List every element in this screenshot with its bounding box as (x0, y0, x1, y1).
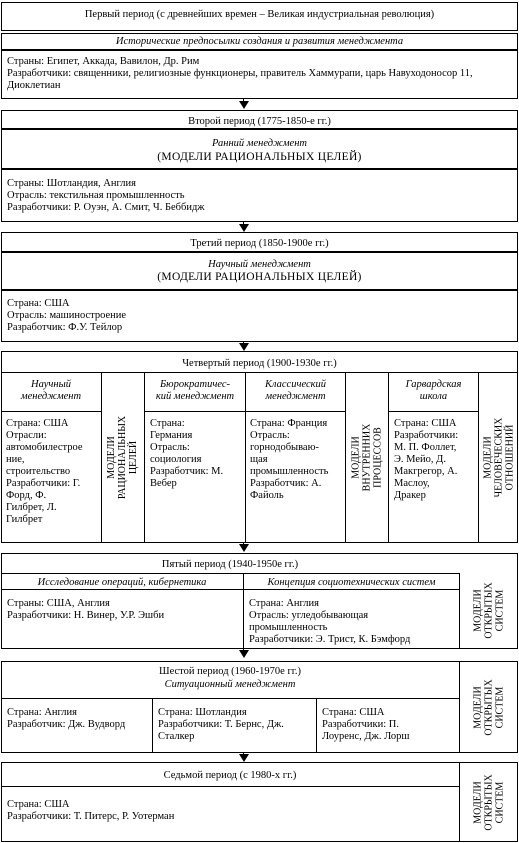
period5-right-body: Страна: Англия Отрасль: угледобывающая промышленность Разработчики: Э. Трист, К. Бэмфорд (249, 598, 411, 645)
period4-col4-head: Гарвардская школа (405, 379, 462, 402)
arrow-1 (239, 101, 249, 109)
period5-left-body: Страны: США, Англия Разработчики: Н. Винер, У.Р. Эшби (7, 598, 165, 621)
period2-title: Второй период (1775-1850-е гг.) (188, 116, 331, 127)
period4-col2-body: Страна: Германия Отрасль: социология Разработчик: М. Вебер (150, 418, 224, 489)
period4-v1: МОДЕЛИ РАЦИОНАЛЬНЫХ ЦЕЛЕЙ (106, 415, 140, 500)
period2-model: (МОДЕЛИ РАЦИОНАЛЬНЫХ ЦЕЛЕЙ) (157, 151, 362, 163)
arrow-6 (239, 754, 249, 762)
arrow-4 (239, 544, 249, 552)
arrow-3 (239, 343, 249, 351)
period1-title: Первый период (с древнейших времен – Великая индустриальная революция) (84, 9, 435, 20)
period6-col2: Страна: Шотландия Разработчики: Т. Бернс, Дж. Сталкер (158, 707, 284, 742)
period1-subtitle: Исторические предпосылки создания и развития менеджмента (115, 36, 404, 47)
period1-body: Страны: Египет, Аккада, Вавилон, Др. Рим Разработчики: священники, религиозные функционеры, правитель Хаммурапи, царь Навуходоносор 11, Диоклетиан (7, 56, 473, 91)
period7-title: Седьмой период (с 1980-х гг.) (163, 770, 297, 781)
period6-v: МОДЕЛИ ОТКРЫТЫХ СИСТЕМ (472, 678, 506, 736)
period3-title: Третий период (1850-1900е гг.) (190, 238, 329, 249)
period5-title: Пятый период (1940-1950е гг.) (161, 559, 299, 570)
period4-title: Четвертый период (1900-1930е гг.) (182, 358, 337, 369)
period4-col3-body: Страна: Франция Отрасль: горнодобываю- щая промышленность Разработчик: А. Файоль (250, 418, 329, 501)
period4-col3-head: Классический менеджмент (264, 379, 327, 402)
period5-v: МОДЕЛИ ОТКРЫТЫХ СИСТЕМ (472, 582, 506, 639)
period7-v: МОДЕЛИ ОТКРЫТЫХ СИСТЕМ (472, 773, 506, 831)
period3-subtitle: Научный менеджмент (208, 259, 311, 270)
period6-subtitle: Ситуационный менеджмент (164, 679, 296, 690)
period4-v3: МОДЕЛИ ЧЕЛОВЕЧЕСКИХ ОТНОШЕНИЙ (482, 417, 515, 498)
period4-col1-head: Научный менеджмент (20, 379, 82, 402)
period6-title: Шестой период (1960-1970е гг.) (158, 666, 301, 677)
period6-col3: Страна: США Разработчики: П. Лоуренс, Дж. Лорш (322, 707, 410, 742)
period4-col2-head: Бюрократичес- кий менеджмент (155, 379, 235, 402)
period5-left-head: Исследование операций, кибернетика (37, 577, 207, 588)
period4-v2: МОДЕЛИ ВНУТРЕННИХ ПРОЦЕССОВ (350, 423, 384, 492)
period7-body: Страна: США Разработчики: Т. Питерс, Р. Уотерман (7, 799, 175, 822)
period3-body: Страна: США Отрасль: машиностроение Разработчик: Ф.У. Тейлор (7, 298, 127, 333)
period5-right-head: Концепция социотехнических систем (267, 577, 436, 588)
period4-col1-body: Страна: США Отрасли: автомобилестрое ние, строительство Разработчики: Г. Форд, Ф. Гилбрет, Л. Гилбрет (6, 418, 83, 525)
arrow-5 (239, 650, 249, 658)
period4-col4-body: Страна: США Разработчики: М. П. Фоллет, Э. Мейо, Д. Макгрегор, А. Маслоу, Дракер (394, 418, 459, 501)
period2-body: Страны: Шотландия, Англия Отрасль: текстильная промышленность Разработчики: Р. Оуэн, А. Смит, Ч. Беббидж (7, 178, 205, 213)
period3-model: (МОДЕЛИ РАЦИОНАЛЬНЫХ ЦЕЛЕЙ) (157, 271, 362, 283)
period6-col1: Страна: Англия Разработчик: Дж. Вудворд (7, 707, 126, 730)
period2-subtitle: Ранний менеджмент (211, 138, 307, 149)
arrow-2 (239, 224, 249, 232)
